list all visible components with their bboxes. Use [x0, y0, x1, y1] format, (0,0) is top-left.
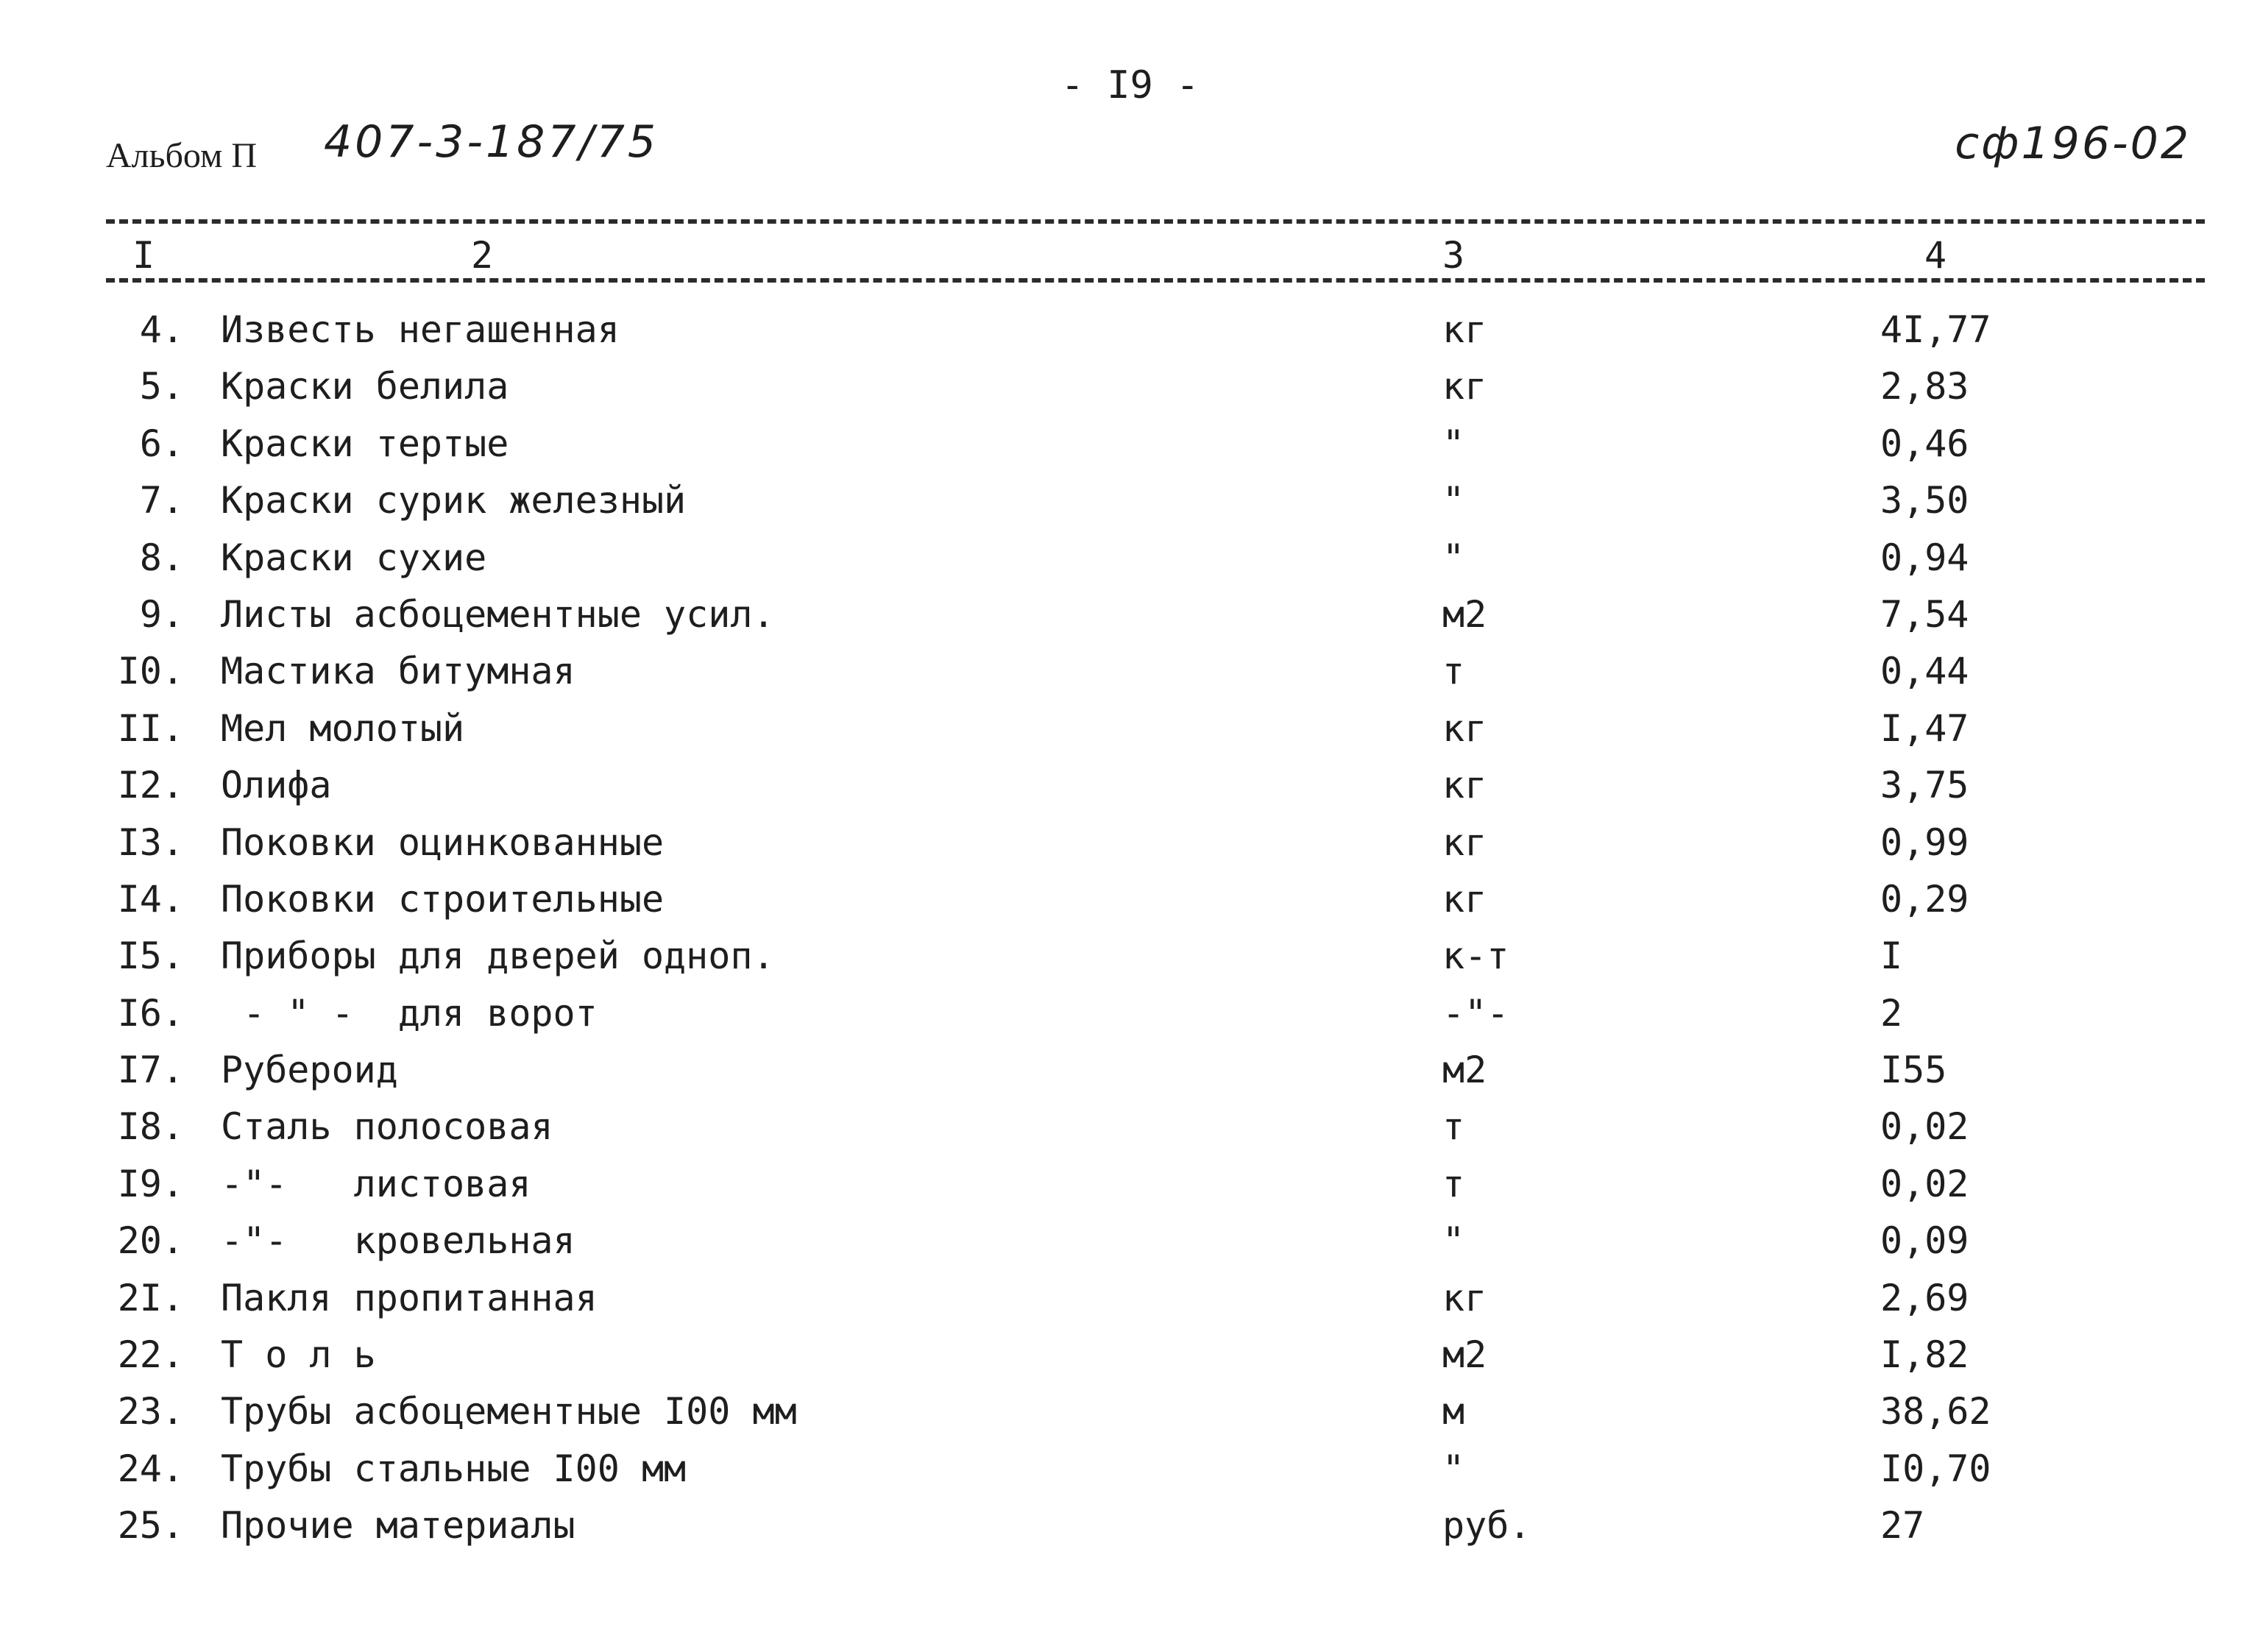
table-row	[0, 1105, 2260, 1161]
row-number: 2I.	[117, 1276, 184, 1319]
row-number: 24.	[117, 1447, 184, 1490]
material-name: Мастика битумная	[221, 650, 575, 693]
row-number: 9.	[139, 592, 184, 636]
quantity: I55	[1880, 1049, 1947, 1092]
quantity: 0,44	[1880, 650, 1969, 693]
material-name: Олифа	[221, 764, 332, 807]
table-row	[0, 1219, 2260, 1275]
material-name: Краски сурик железный	[221, 479, 687, 522]
material-name: Трубы стальные I00 мм	[221, 1447, 687, 1490]
sheet-code-handwritten: сф196-02	[1955, 118, 2191, 169]
table-row	[0, 820, 2260, 877]
unit: "	[1442, 536, 1465, 579]
unit: т	[1442, 1105, 1465, 1149]
page-number: - I9 -	[1060, 63, 1200, 107]
material-name: Краски тертые	[221, 422, 509, 465]
quantity: 2,69	[1880, 1276, 1969, 1319]
row-number: I0.	[117, 650, 184, 693]
row-number: 6.	[139, 422, 184, 465]
material-name: Приборы для дверей одноп.	[221, 935, 775, 978]
unit: "	[1442, 422, 1465, 465]
quantity: 0,02	[1880, 1105, 1969, 1149]
unit: кг	[1442, 1276, 1487, 1319]
album-code-handwritten: 407-3-187/75	[324, 116, 659, 168]
quantity: 0,02	[1880, 1162, 1969, 1205]
unit: кг	[1442, 764, 1487, 807]
table-row	[0, 422, 2260, 478]
row-number: I8.	[117, 1105, 184, 1149]
material-name: Пакля пропитанная	[221, 1276, 598, 1319]
row-number: 23.	[117, 1390, 184, 1433]
quantity: 3,75	[1880, 764, 1969, 807]
material-name: Рубероид	[221, 1049, 398, 1092]
material-name: -"- листовая	[221, 1162, 531, 1205]
unit: "	[1442, 479, 1465, 522]
row-number: 22.	[117, 1333, 184, 1377]
table-row	[0, 1162, 2260, 1219]
quantity: I0,70	[1880, 1447, 1991, 1490]
material-name: Сталь полосовая	[221, 1105, 553, 1149]
material-name: Краски белила	[221, 365, 509, 408]
material-name: Трубы асбоцементные I00 мм	[221, 1390, 797, 1433]
material-name: Краски сухие	[221, 536, 487, 579]
material-name: -"- кровельная	[221, 1219, 575, 1263]
quantity: 7,54	[1880, 592, 1969, 636]
material-name: Листы асбоцементные усил.	[221, 592, 775, 636]
quantity: 2,83	[1880, 365, 1969, 408]
table-row	[0, 1276, 2260, 1333]
quantity: 27	[1880, 1504, 1925, 1548]
row-number: 7.	[139, 479, 184, 522]
table-row	[0, 649, 2260, 706]
quantity: 0,46	[1880, 422, 1969, 465]
column-header-3: 3	[1442, 234, 1465, 277]
quantity: 38,62	[1880, 1390, 1991, 1433]
row-number: 4.	[139, 308, 184, 351]
unit: кг	[1442, 820, 1487, 864]
unit: м2	[1442, 1333, 1487, 1377]
material-name: Поковки строительные	[221, 877, 665, 921]
row-number: I2.	[117, 764, 184, 807]
table-row	[0, 592, 2260, 649]
row-number: I6.	[117, 991, 184, 1035]
table-row	[0, 1333, 2260, 1389]
quantity: 4I,77	[1880, 308, 1991, 351]
unit: руб.	[1442, 1504, 1531, 1548]
row-number: I7.	[117, 1049, 184, 1092]
album-label: Альбом П	[106, 136, 258, 175]
row-number: I9.	[117, 1162, 184, 1205]
quantity: 0,94	[1880, 536, 1969, 579]
unit: т	[1442, 650, 1465, 693]
table-row	[0, 991, 2260, 1048]
material-name: Известь негашенная	[221, 308, 620, 351]
table-top-rule	[106, 219, 2205, 224]
quantity: I,82	[1880, 1333, 1969, 1377]
row-number: I4.	[117, 877, 184, 921]
row-number: 5.	[139, 365, 184, 408]
column-header-1: I	[132, 234, 155, 277]
table-row	[0, 478, 2260, 535]
row-number: II.	[117, 706, 184, 750]
unit: "	[1442, 1219, 1465, 1263]
unit: кг	[1442, 706, 1487, 750]
table-row	[0, 1389, 2260, 1446]
row-number: I5.	[117, 935, 184, 978]
quantity: 2	[1880, 991, 1903, 1035]
quantity: I,47	[1880, 706, 1969, 750]
materials-table	[0, 308, 2260, 1561]
unit: т	[1442, 1162, 1465, 1205]
table-row	[0, 536, 2260, 592]
table-row	[0, 877, 2260, 934]
material-name: Т о л ь	[221, 1333, 376, 1377]
quantity: 0,99	[1880, 820, 1969, 864]
table-row	[0, 308, 2260, 364]
table-row	[0, 364, 2260, 421]
unit: м2	[1442, 1049, 1487, 1092]
unit: "	[1442, 1447, 1465, 1490]
row-number: 8.	[139, 536, 184, 579]
quantity: 0,29	[1880, 877, 1969, 921]
row-number: I3.	[117, 820, 184, 864]
unit: -"-	[1442, 991, 1509, 1035]
unit: м2	[1442, 592, 1487, 636]
row-number: 25.	[117, 1504, 184, 1548]
material-name: Поковки оцинкованные	[221, 820, 665, 864]
column-header-2: 2	[471, 234, 494, 277]
material-name: Прочие материалы	[221, 1504, 575, 1548]
unit: м	[1442, 1390, 1465, 1433]
material-name: Мел молотый	[221, 706, 465, 750]
table-row	[0, 1503, 2260, 1560]
material-name: - " - для ворот	[221, 991, 598, 1035]
table-row	[0, 763, 2260, 820]
unit: кг	[1442, 365, 1487, 408]
table-row	[0, 706, 2260, 763]
unit: к-т	[1442, 935, 1509, 978]
table-row	[0, 1447, 2260, 1503]
quantity: 3,50	[1880, 479, 1969, 522]
unit: кг	[1442, 308, 1487, 351]
row-number: 20.	[117, 1219, 184, 1263]
table-header-rule	[106, 278, 2205, 283]
table-row	[0, 934, 2260, 990]
unit: кг	[1442, 877, 1487, 921]
table-row	[0, 1048, 2260, 1105]
column-header-4: 4	[1924, 234, 1947, 277]
quantity: 0,09	[1880, 1219, 1969, 1263]
quantity: I	[1880, 935, 1903, 978]
